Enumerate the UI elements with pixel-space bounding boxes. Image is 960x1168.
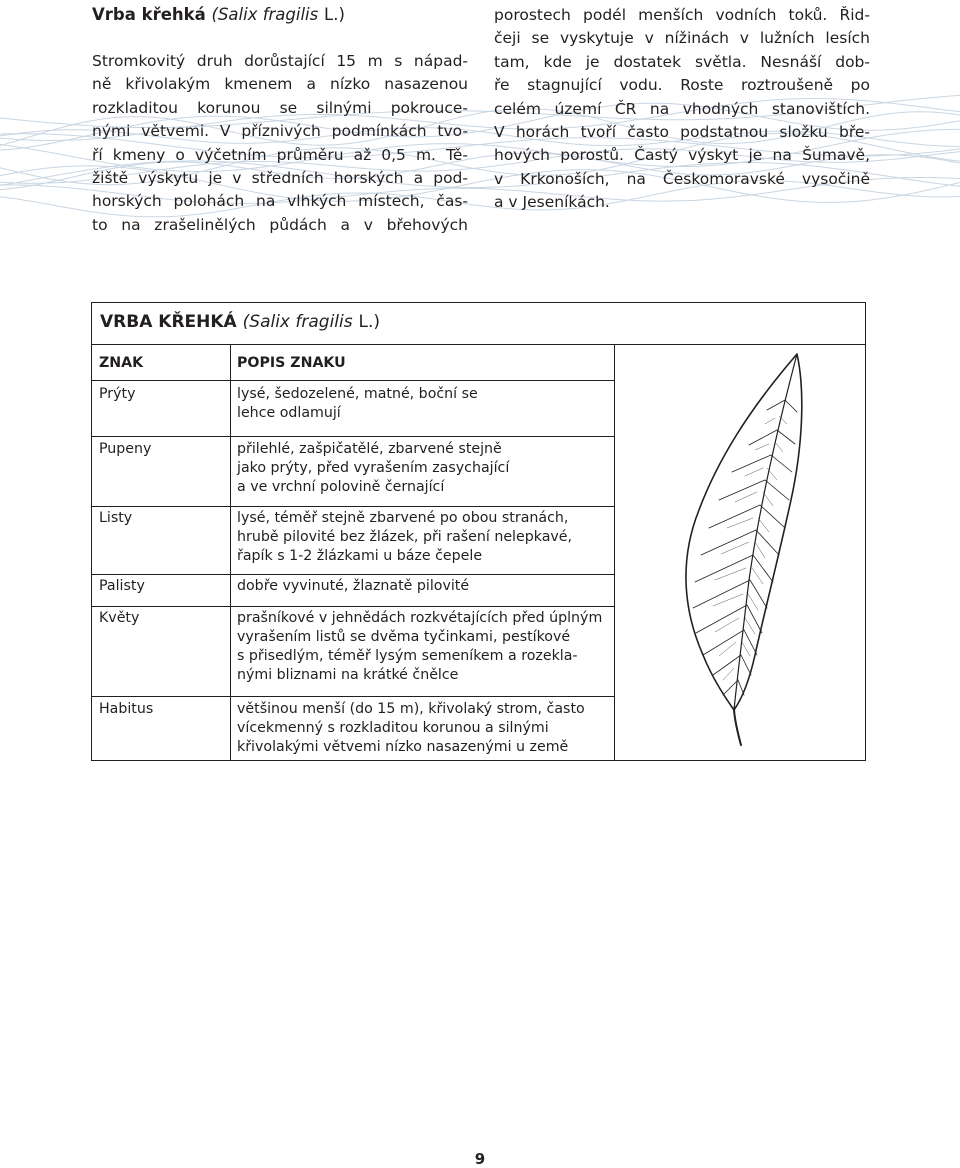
column-divider [230,345,231,760]
text-line: horských polohách na vlhkých místech, čas- [92,192,468,211]
page-number: 9 [474,1150,486,1168]
text-line: v Krkonoších, na Českomoravské vysočině [494,169,870,188]
row-description [237,577,469,596]
row-description [237,509,572,566]
text-line: V horách tvoří často podstatnou složku bře- [494,123,870,142]
description-left-column [92,50,468,237]
description-line: lehce odlamují [237,405,341,421]
table-title-name: VRBA KŘEHKÁ [100,312,237,332]
row-sign: Palisty [99,578,145,594]
table-title-author: L.) [358,312,381,332]
description-line: prašníkové v jehnědách rozkvétajících před úplným [237,610,603,626]
description-line: většinou menší (do 15 m), křivolaký strom, často [237,701,585,717]
text-line: žiště výskytu je v středních horských a pod- [92,169,468,188]
row-sign: Pupeny [99,441,152,457]
table-title-latin: (Salix fragilis [242,312,353,332]
column-header-sign: ZNAK [99,355,144,371]
row-divider [92,574,614,575]
table-title [92,303,865,345]
text-line: to na zrašelinělých půdách a v břehových [92,215,468,234]
description-line: přilehlé, zašpičatělé, zbarvené stejně [237,441,502,457]
text-line: celém území ČR na vhodných stanovištích. [494,99,870,118]
text-line: ří kmeny o výčetním průměru až 0,5 m. Tě- [92,145,468,164]
description-line: vyrašením listů se dvěma tyčinkami, pestíkové [237,629,571,645]
description-line: s přisedlým, téměř lysým semeníkem a rozekla- [237,648,578,664]
row-divider [92,436,614,437]
row-divider [92,506,614,507]
description-line: a ve vrchní polovině černající [237,479,445,495]
row-description [237,440,509,497]
leaf-outline [686,354,802,710]
willow-leaf-illustration [617,350,857,750]
row-divider [92,696,614,697]
leaf-petiole [734,710,741,745]
text-line: a v Jeseníkách. [494,193,610,212]
description-line: jako prýty, před vyrašením zasychající [237,460,510,476]
species-name: Vrba křehká [92,5,206,24]
row-divider [92,380,614,381]
row-sign: Květy [99,610,140,626]
species-author: L.) [324,5,345,24]
row-description [237,700,585,757]
text-line: ně křivolakým kmenem a nízko nasazenou [92,75,468,94]
description-line: dobře vyvinuté, žlaznatě pilovité [237,578,470,594]
text-line: tam, kde je dostatek světla. Nesnáší dob- [494,52,870,71]
row-description [237,385,478,423]
description-line: nými bliznami na krátké čnělce [237,667,459,683]
description-line: lysé, šedozelené, matné, boční se [237,386,478,402]
description-line: křivolakými větvemi nízko nasazenými u země [237,739,569,755]
text-line: rozkladitou korunou se silnými pokrouce- [92,98,468,117]
leaf-midrib [734,354,797,710]
row-sign: Habitus [99,701,154,717]
text-line: Stromkovitý druh dorůstající 15 m s nápad- [92,52,468,70]
row-sign: Listy [99,510,133,526]
text-line: nými větvemi. V příznivých podmínkách tvo- [92,122,468,141]
column-header-description: POPIS ZNAKU [237,355,346,371]
description-line: vícekmenný s rozkladitou korunou a silnými [237,720,549,736]
species-heading [92,4,345,26]
text-line: čeji se vyskytuje v nížinách v lužních lesích [494,29,870,48]
row-description [237,609,602,685]
description-line: řapík s 1-2 žlázkami u báze čepele [237,548,483,564]
row-sign: Prýty [99,386,136,402]
description-line: lysé, téměř stejně zbarvené po obou stranách, [237,510,569,526]
text-line: hových porostů. Častý výskyt je na Šumavě, [494,146,870,165]
column-divider [614,345,615,760]
text-line: ře stagnující vodu. Roste roztroušeně po [494,76,870,95]
text-line: porostech podél menších vodních toků. Řid- [494,6,870,24]
species-latin-name: (Salix fragilis [211,5,319,24]
description-right-column [494,4,870,215]
row-divider [92,606,614,607]
description-line: hrubě pilovité bez žlázek, při rašení nelepkavé, [237,529,573,545]
